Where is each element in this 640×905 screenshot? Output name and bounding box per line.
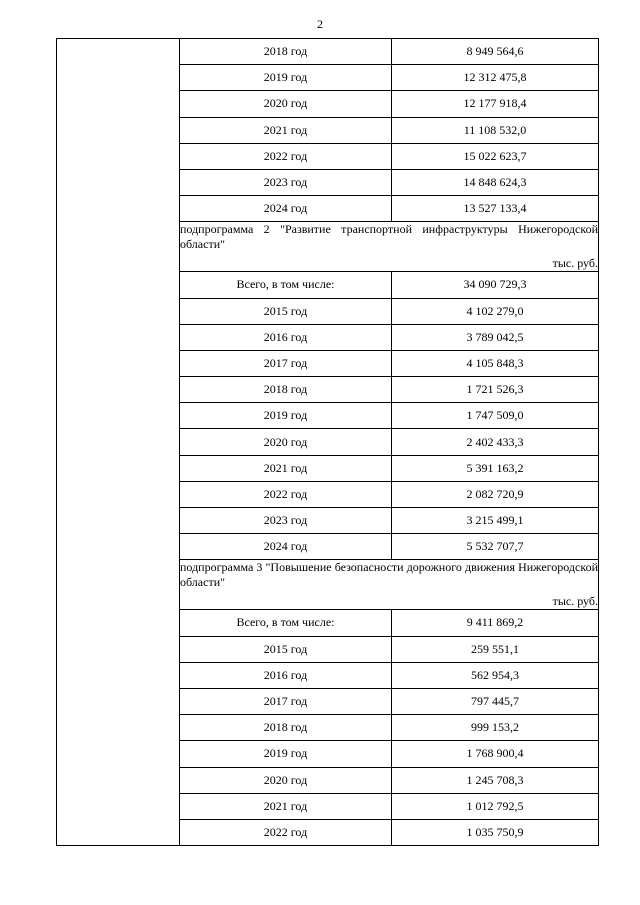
period-label: 2023 год <box>180 169 392 195</box>
page-number: 2 <box>317 17 323 31</box>
amount-value: 1 245 708,3 <box>392 767 599 793</box>
program-name-cell <box>57 39 180 846</box>
period-label: Всего, в том числе: <box>180 272 392 298</box>
subprogram-title: подпрограмма 2 "Развитие транспортной инфраструктуры Нижегородской области" <box>180 222 598 252</box>
financing-table <box>56 38 599 846</box>
period-label: 2021 год <box>180 455 392 481</box>
period-label: 2019 год <box>180 741 392 767</box>
period-label: 2020 год <box>180 91 392 117</box>
period-label: 2021 год <box>180 793 392 819</box>
amount-value: 2 082 720,9 <box>392 481 599 507</box>
amount-value: 1 721 526,3 <box>392 377 599 403</box>
table-row <box>57 39 599 65</box>
period-label: 2016 год <box>180 662 392 688</box>
amount-value: 4 105 848,3 <box>392 350 599 376</box>
amount-value: 14 848 624,3 <box>392 169 599 195</box>
amount-value: 9 411 869,2 <box>392 610 599 636</box>
period-label: 2018 год <box>180 39 392 65</box>
period-label: 2018 год <box>180 377 392 403</box>
period-label: 2022 год <box>180 143 392 169</box>
period-label: 2020 год <box>180 767 392 793</box>
period-label: 2019 год <box>180 403 392 429</box>
period-label: 2022 год <box>180 819 392 845</box>
amount-value: 259 551,1 <box>392 636 599 662</box>
amount-value: 5 391 163,2 <box>392 455 599 481</box>
period-label: 2015 год <box>180 636 392 662</box>
period-label: 2021 год <box>180 117 392 143</box>
amount-value: 2 402 433,3 <box>392 429 599 455</box>
period-label: 2018 год <box>180 715 392 741</box>
amount-value: 15 022 623,7 <box>392 143 599 169</box>
amount-value: 4 102 279,0 <box>392 298 599 324</box>
period-label: 2023 год <box>180 508 392 534</box>
amount-value: 13 527 133,4 <box>392 196 599 222</box>
amount-value: 797 445,7 <box>392 688 599 714</box>
subprogram-header <box>180 560 599 610</box>
period-label: 2020 год <box>180 429 392 455</box>
amount-value: 12 312 475,8 <box>392 65 599 91</box>
unit-label: тыс. руб. <box>552 256 598 271</box>
amount-value: 5 532 707,7 <box>392 534 599 560</box>
period-label: 2024 год <box>180 196 392 222</box>
amount-value: 3 215 499,1 <box>392 508 599 534</box>
amount-value: 1 035 750,9 <box>392 819 599 845</box>
period-label: 2022 год <box>180 481 392 507</box>
amount-value: 1 768 900,4 <box>392 741 599 767</box>
period-label: 2019 год <box>180 65 392 91</box>
period-label: 2017 год <box>180 688 392 714</box>
amount-value: 562 954,3 <box>392 662 599 688</box>
amount-value: 8 949 564,6 <box>392 39 599 65</box>
period-label: 2017 год <box>180 350 392 376</box>
subprogram-title: подпрограмма 3 "Повышение безопасности дорожного движения Нижегородской области" <box>180 560 598 590</box>
unit-label: тыс. руб. <box>552 594 598 609</box>
financing-table-body <box>57 39 599 846</box>
period-label: 2024 год <box>180 534 392 560</box>
subprogram-header <box>180 222 599 272</box>
period-label: Всего, в том числе: <box>180 610 392 636</box>
amount-value: 3 789 042,5 <box>392 324 599 350</box>
amount-value: 12 177 918,4 <box>392 91 599 117</box>
period-label: 2016 год <box>180 324 392 350</box>
amount-value: 1 747 509,0 <box>392 403 599 429</box>
period-label: 2015 год <box>180 298 392 324</box>
amount-value: 34 090 729,3 <box>392 272 599 298</box>
amount-value: 11 108 532,0 <box>392 117 599 143</box>
amount-value: 1 012 792,5 <box>392 793 599 819</box>
amount-value: 999 153,2 <box>392 715 599 741</box>
